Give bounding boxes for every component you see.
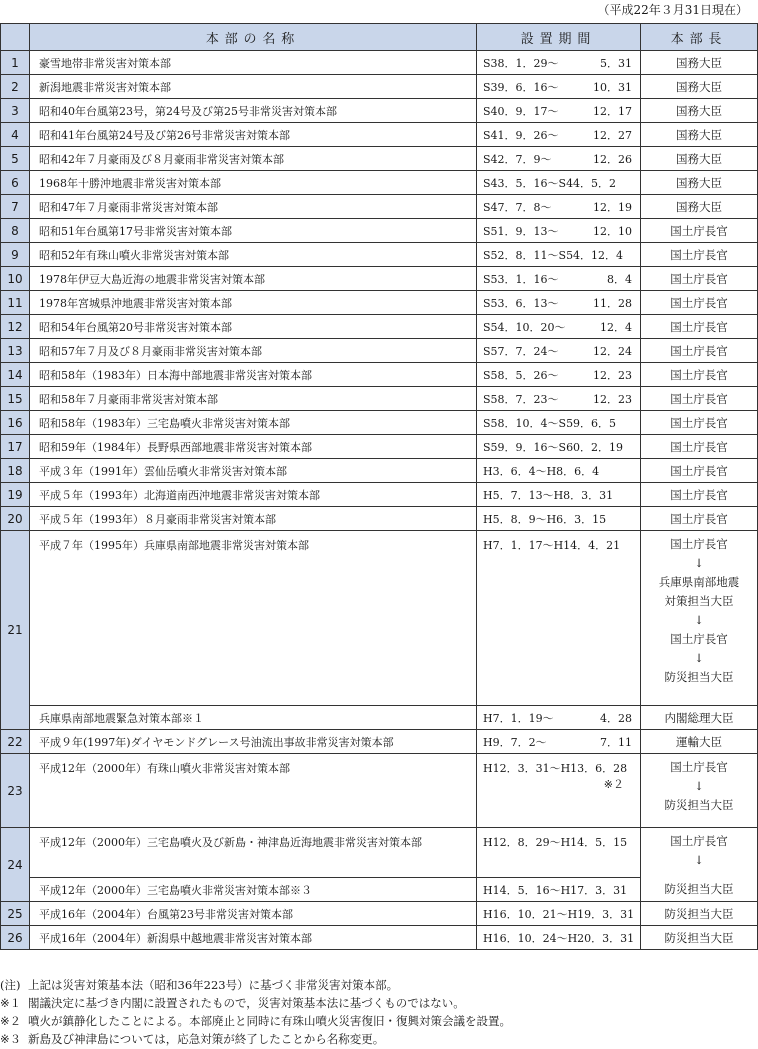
period-note: ※２ bbox=[603, 778, 624, 791]
period-cell: H16．10．21～H19．3．31 bbox=[477, 902, 641, 926]
down-arrow-icon: ↓ bbox=[694, 651, 704, 665]
period-start: S54．10．20～ bbox=[483, 320, 566, 334]
period-start: S43．5．16～S44．5．2 bbox=[483, 176, 617, 190]
table-row bbox=[1, 754, 758, 828]
headquarters-name: 平成３年（1991年）雲仙岳噴火非常災害対策本部 bbox=[30, 459, 477, 483]
period-wrap bbox=[483, 55, 640, 71]
chief-title: 国土庁長官 bbox=[670, 537, 728, 551]
chief-title: 国土庁長官 bbox=[641, 363, 758, 387]
period-cell bbox=[477, 291, 641, 315]
period-wrap bbox=[483, 511, 640, 527]
header-name: 本部の名称 bbox=[30, 24, 477, 51]
period-start: H7．1．19～ bbox=[483, 711, 554, 725]
row-number: 11 bbox=[1, 291, 30, 315]
table-row bbox=[1, 171, 758, 195]
row-number: 8 bbox=[1, 219, 30, 243]
row-number: 25 bbox=[1, 902, 30, 926]
period-start: S59．9．16～S60．2．19 bbox=[483, 440, 624, 454]
period-wrap bbox=[483, 415, 640, 431]
table-row bbox=[1, 219, 758, 243]
period-start: S40．9．17～ bbox=[483, 104, 559, 118]
headquarters-name: 平成９年(1997年)ダイヤモンドグレース号油流出事故非常災害対策本部 bbox=[30, 730, 477, 754]
chief-title: 国土庁長官 bbox=[641, 459, 758, 483]
chief-history bbox=[641, 754, 758, 828]
down-arrow-icon: ↓ bbox=[694, 853, 704, 867]
table-row bbox=[1, 435, 758, 459]
headquarters-name: 昭和57年７月及び８月豪雨非常災害対策本部 bbox=[30, 339, 477, 363]
footnote-text: 噴火が鎮静化したことによる。本部廃止と同時に有珠山噴火災害復旧・復興対策会議を設置。 bbox=[28, 1014, 511, 1028]
period-end: 12．24 bbox=[593, 344, 632, 358]
period-cell bbox=[477, 459, 641, 483]
period-end: 12．26 bbox=[593, 152, 632, 166]
chief-title: 国土庁長官 bbox=[641, 219, 758, 243]
row-number: 6 bbox=[1, 171, 30, 195]
headquarters-name: 昭和54年台風第20号非常災害対策本部 bbox=[30, 315, 477, 339]
period-wrap bbox=[483, 463, 640, 479]
row-number: 23 bbox=[1, 754, 30, 828]
table-header-row bbox=[1, 24, 758, 51]
period-end: 12．23 bbox=[593, 368, 632, 382]
table-row bbox=[1, 339, 758, 363]
period-cell bbox=[477, 123, 641, 147]
row-number: 24 bbox=[1, 828, 30, 902]
period-end: 11．28 bbox=[593, 296, 632, 310]
period-start: S52．8．11～S54．12．4 bbox=[483, 248, 624, 262]
as-of-date: （平成22年３月31日現在） bbox=[597, 3, 748, 17]
period-cell bbox=[477, 363, 641, 387]
headquarters-name: 兵庫県南部地震緊急対策本部※１ bbox=[30, 706, 477, 730]
period-cell bbox=[477, 483, 641, 507]
chief-history bbox=[641, 531, 758, 706]
table-row bbox=[1, 459, 758, 483]
table-row bbox=[1, 902, 758, 926]
period-start: H5．8．9～H6．3．15 bbox=[483, 512, 607, 526]
header-chief: 本部長 bbox=[641, 24, 758, 51]
chief-title: 国土庁長官 bbox=[641, 411, 758, 435]
chief-title: 国土庁長官 bbox=[670, 834, 728, 848]
period-end: 12．17 bbox=[593, 104, 632, 118]
footnote-text: 閣議決定に基づき内閣に設置されたもので，災害対策基本法に基づくものではない。 bbox=[28, 996, 465, 1010]
period-cell bbox=[477, 387, 641, 411]
table-row bbox=[1, 291, 758, 315]
headquarters-name: 平成16年（2004年）新潟県中越地震非常災害対策本部 bbox=[30, 926, 477, 950]
chief-title: 国務大臣 bbox=[641, 123, 758, 147]
row-number: 15 bbox=[1, 387, 30, 411]
headquarters-name: 豪雪地帯非常災害対策本部 bbox=[30, 51, 477, 75]
period-wrap bbox=[483, 247, 640, 263]
chief-title: 国務大臣 bbox=[641, 75, 758, 99]
footnotes bbox=[0, 976, 757, 1048]
headquarters-name: 平成７年（1995年）兵庫県南部地震非常災害対策本部 bbox=[30, 531, 477, 706]
headquarters-name: 昭和52年有珠山噴火非常災害対策本部 bbox=[30, 243, 477, 267]
period-wrap bbox=[483, 127, 640, 143]
row-number: 13 bbox=[1, 339, 30, 363]
headquarters-name: 新潟地震非常災害対策本部 bbox=[30, 75, 477, 99]
period-cell bbox=[477, 706, 641, 730]
chief-title: 国土庁長官 bbox=[641, 507, 758, 531]
table-row bbox=[1, 730, 758, 754]
period-end: 12．27 bbox=[593, 128, 632, 142]
chief-title: 国土庁長官 bbox=[670, 632, 728, 646]
down-arrow-icon: ↓ bbox=[694, 556, 704, 570]
period-cell bbox=[477, 411, 641, 435]
chief-title: 国土庁長官 bbox=[641, 267, 758, 291]
row-number: 4 bbox=[1, 123, 30, 147]
period-wrap bbox=[483, 175, 640, 191]
period-cell: H7．1．17～H14．4．21 bbox=[477, 531, 641, 706]
period-cell bbox=[477, 267, 641, 291]
headquarters-name: 昭和47年７月豪雨非常災害対策本部 bbox=[30, 195, 477, 219]
row-number: 7 bbox=[1, 195, 30, 219]
table-row bbox=[1, 75, 758, 99]
chief-history bbox=[641, 828, 758, 878]
row-number: 9 bbox=[1, 243, 30, 267]
table-row bbox=[1, 99, 758, 123]
footnote-text: 新島及び神津島については，応急対策が終了したことから名称変更。 bbox=[28, 1032, 385, 1046]
chief-title: 国務大臣 bbox=[641, 147, 758, 171]
row-number: 18 bbox=[1, 459, 30, 483]
period-start: S53．1．16～ bbox=[483, 272, 559, 286]
headquarters-name: 平成12年（2000年）有珠山噴火非常災害対策本部 bbox=[30, 754, 477, 828]
period-cell bbox=[477, 75, 641, 99]
period-end: 8．4 bbox=[607, 272, 632, 286]
row-number: 22 bbox=[1, 730, 30, 754]
period-text: H12．3．31～H13．6．28 bbox=[483, 762, 628, 775]
chief-title: 国土庁長官 bbox=[641, 291, 758, 315]
headquarters-name: 昭和51年台風第17号非常災害対策本部 bbox=[30, 219, 477, 243]
period-cell bbox=[477, 754, 641, 828]
table-row bbox=[1, 315, 758, 339]
headquarters-name: 昭和42年７月豪雨及び８月豪雨非常災害対策本部 bbox=[30, 147, 477, 171]
row-number: 21 bbox=[1, 531, 30, 730]
period-start: S41．9．26～ bbox=[483, 128, 559, 142]
chief-title: 防災担当大臣 bbox=[664, 670, 734, 684]
table-row bbox=[1, 123, 758, 147]
row-number: 1 bbox=[1, 51, 30, 75]
footnote-mark: ※３ bbox=[0, 1032, 22, 1046]
table-row bbox=[1, 243, 758, 267]
period-end: 7．11 bbox=[600, 735, 632, 749]
period-cell bbox=[477, 51, 641, 75]
period-start: S53．6．13～ bbox=[483, 296, 559, 310]
period-wrap bbox=[483, 367, 640, 383]
headquarters-name: 平成５年（1993年）北海道南西沖地震非常災害対策本部 bbox=[30, 483, 477, 507]
headquarters-name: 1968年十勝沖地震非常災害対策本部 bbox=[30, 171, 477, 195]
period-wrap bbox=[483, 295, 640, 311]
chief-title: 国務大臣 bbox=[641, 195, 758, 219]
period-cell bbox=[477, 171, 641, 195]
chief-title: 兵庫県南部地震 bbox=[658, 575, 740, 589]
headquarters-name: 平成16年（2004年）台風第23号非常災害対策本部 bbox=[30, 902, 477, 926]
period-cell: H16．10．24～H20．3．31 bbox=[477, 926, 641, 950]
headquarters-name: 昭和41年台風第24号及び第26号非常災害対策本部 bbox=[30, 123, 477, 147]
period-wrap bbox=[483, 710, 640, 726]
footnote bbox=[0, 976, 757, 994]
period-end: 12．23 bbox=[593, 392, 632, 406]
table-row bbox=[1, 507, 758, 531]
period-wrap bbox=[483, 487, 640, 503]
header-number bbox=[1, 24, 30, 51]
period-wrap bbox=[483, 734, 640, 750]
table-row bbox=[1, 51, 758, 75]
headquarters-name: 1978年伊豆大島近海の地震非常災害対策本部 bbox=[30, 267, 477, 291]
row-number: 5 bbox=[1, 147, 30, 171]
table-body bbox=[1, 51, 758, 950]
table-row bbox=[1, 267, 758, 291]
chief-title: 国土庁長官 bbox=[641, 387, 758, 411]
headquarters-name: 昭和40年台風第23号，第24号及び第25号非常災害対策本部 bbox=[30, 99, 477, 123]
period-wrap bbox=[483, 319, 640, 335]
headquarters-name: 昭和58年（1983年）日本海中部地震非常災害対策本部 bbox=[30, 363, 477, 387]
period-start: S51．9．13～ bbox=[483, 224, 559, 238]
header-period: 設置期間 bbox=[477, 24, 641, 51]
period-wrap bbox=[483, 223, 640, 239]
period-cell bbox=[477, 507, 641, 531]
period-cell bbox=[477, 435, 641, 459]
period-wrap bbox=[483, 343, 640, 359]
period-end: 4．28 bbox=[600, 711, 632, 725]
headquarters-name: 昭和58年（1983年）三宅島噴火非常災害対策本部 bbox=[30, 411, 477, 435]
table-row bbox=[1, 387, 758, 411]
chief-title: 内閣総理大臣 bbox=[641, 706, 758, 730]
period-wrap bbox=[483, 439, 640, 455]
period-end: 10．31 bbox=[593, 80, 632, 94]
chief-title: 防災担当大臣 bbox=[641, 902, 758, 926]
disaster-headquarters-table bbox=[0, 23, 758, 950]
period-wrap bbox=[483, 103, 640, 119]
row-number: 3 bbox=[1, 99, 30, 123]
period-start: S57．7．24～ bbox=[483, 344, 559, 358]
table-row bbox=[1, 828, 758, 878]
footnote-mark: ※２ bbox=[0, 1014, 22, 1028]
chief-title: 国土庁長官 bbox=[641, 435, 758, 459]
headquarters-name: 1978年宮城県沖地震非常災害対策本部 bbox=[30, 291, 477, 315]
period-cell bbox=[477, 339, 641, 363]
down-arrow-icon: ↓ bbox=[694, 613, 704, 627]
period-cell: H14．5．16～H17．3．31 bbox=[477, 878, 641, 902]
chief-title: 対策担当大臣 bbox=[664, 594, 734, 608]
period-start: S58．7．23～ bbox=[483, 392, 559, 406]
down-arrow-icon: ↓ bbox=[694, 779, 704, 793]
period-end: 12．10 bbox=[593, 224, 632, 238]
row-number: 26 bbox=[1, 926, 30, 950]
footnote-mark: ※１ bbox=[0, 996, 22, 1010]
period-start: H9．7．2～ bbox=[483, 735, 547, 749]
chief-title: 防災担当大臣 bbox=[641, 926, 758, 950]
period-end: 12．4 bbox=[600, 320, 632, 334]
chief-title: 国土庁長官 bbox=[641, 483, 758, 507]
period-wrap bbox=[483, 391, 640, 407]
headquarters-name: 昭和58年７月豪雨非常災害対策本部 bbox=[30, 387, 477, 411]
chief-title: 国土庁長官 bbox=[670, 760, 728, 774]
chief-title: 防災担当大臣 bbox=[664, 798, 734, 812]
period-cell bbox=[477, 219, 641, 243]
period-wrap bbox=[483, 151, 640, 167]
headquarters-name: 平成５年（1993年）８月豪雨非常災害対策本部 bbox=[30, 507, 477, 531]
table-row bbox=[1, 411, 758, 435]
row-number: 17 bbox=[1, 435, 30, 459]
footnote bbox=[0, 1030, 757, 1048]
period-start: S39．6．16～ bbox=[483, 80, 559, 94]
headquarters-name: 平成12年（2000年）三宅島噴火及び新島・神津島近海地震非常災害対策本部 bbox=[30, 828, 477, 878]
period-start: S58．5．26～ bbox=[483, 368, 559, 382]
row-number: 12 bbox=[1, 315, 30, 339]
footnote-text: 上記は災害対策基本法（昭和36年223号）に基づく非常災害対策本部。 bbox=[28, 978, 399, 992]
period-end: 5．31 bbox=[600, 56, 632, 70]
period-end: 12．19 bbox=[593, 200, 632, 214]
chief-title: 国土庁長官 bbox=[641, 315, 758, 339]
table-row bbox=[1, 363, 758, 387]
period-start: S47．7．8～ bbox=[483, 200, 552, 214]
period-cell bbox=[477, 315, 641, 339]
period-wrap bbox=[483, 79, 640, 95]
table-row bbox=[1, 195, 758, 219]
period-cell bbox=[477, 147, 641, 171]
headquarters-name: 昭和59年（1984年）長野県西部地震非常災害対策本部 bbox=[30, 435, 477, 459]
table-row bbox=[1, 706, 758, 730]
period-wrap bbox=[483, 271, 640, 287]
row-number: 20 bbox=[1, 507, 30, 531]
chief-title: 国務大臣 bbox=[641, 99, 758, 123]
chief-title: 国土庁長官 bbox=[641, 339, 758, 363]
table-row bbox=[1, 483, 758, 507]
row-number: 2 bbox=[1, 75, 30, 99]
table-row bbox=[1, 926, 758, 950]
period-start: S38．1．29～ bbox=[483, 56, 559, 70]
table-row bbox=[1, 531, 758, 706]
row-number: 19 bbox=[1, 483, 30, 507]
chief-title: 運輸大臣 bbox=[641, 730, 758, 754]
period-start: S58．10．4～S59．6．5 bbox=[483, 416, 617, 430]
period-start: H3．6．4～H8．6．4 bbox=[483, 464, 600, 478]
footnote bbox=[0, 994, 757, 1012]
row-number: 10 bbox=[1, 267, 30, 291]
row-number: 16 bbox=[1, 411, 30, 435]
period-cell bbox=[477, 99, 641, 123]
chief-title: 国務大臣 bbox=[641, 51, 758, 75]
period-wrap bbox=[483, 199, 640, 215]
chief-title: 国土庁長官 bbox=[641, 243, 758, 267]
footnote-mark: (注) bbox=[0, 978, 21, 992]
period-cell bbox=[477, 243, 641, 267]
headquarters-name: 平成12年（2000年）三宅島噴火非常災害対策本部※３ bbox=[30, 878, 477, 902]
row-number: 14 bbox=[1, 363, 30, 387]
period-start: S42．7．9～ bbox=[483, 152, 552, 166]
table-row bbox=[1, 147, 758, 171]
chief-title: 防災担当大臣 bbox=[641, 878, 758, 902]
period-cell: H12．8．29～H14．5．15 bbox=[477, 828, 641, 878]
table-row bbox=[1, 878, 758, 902]
footnote bbox=[0, 1012, 757, 1030]
period-start: H5．7．13～H8．3．31 bbox=[483, 488, 614, 502]
period-cell bbox=[477, 730, 641, 754]
period-cell bbox=[477, 195, 641, 219]
chief-title: 国務大臣 bbox=[641, 171, 758, 195]
